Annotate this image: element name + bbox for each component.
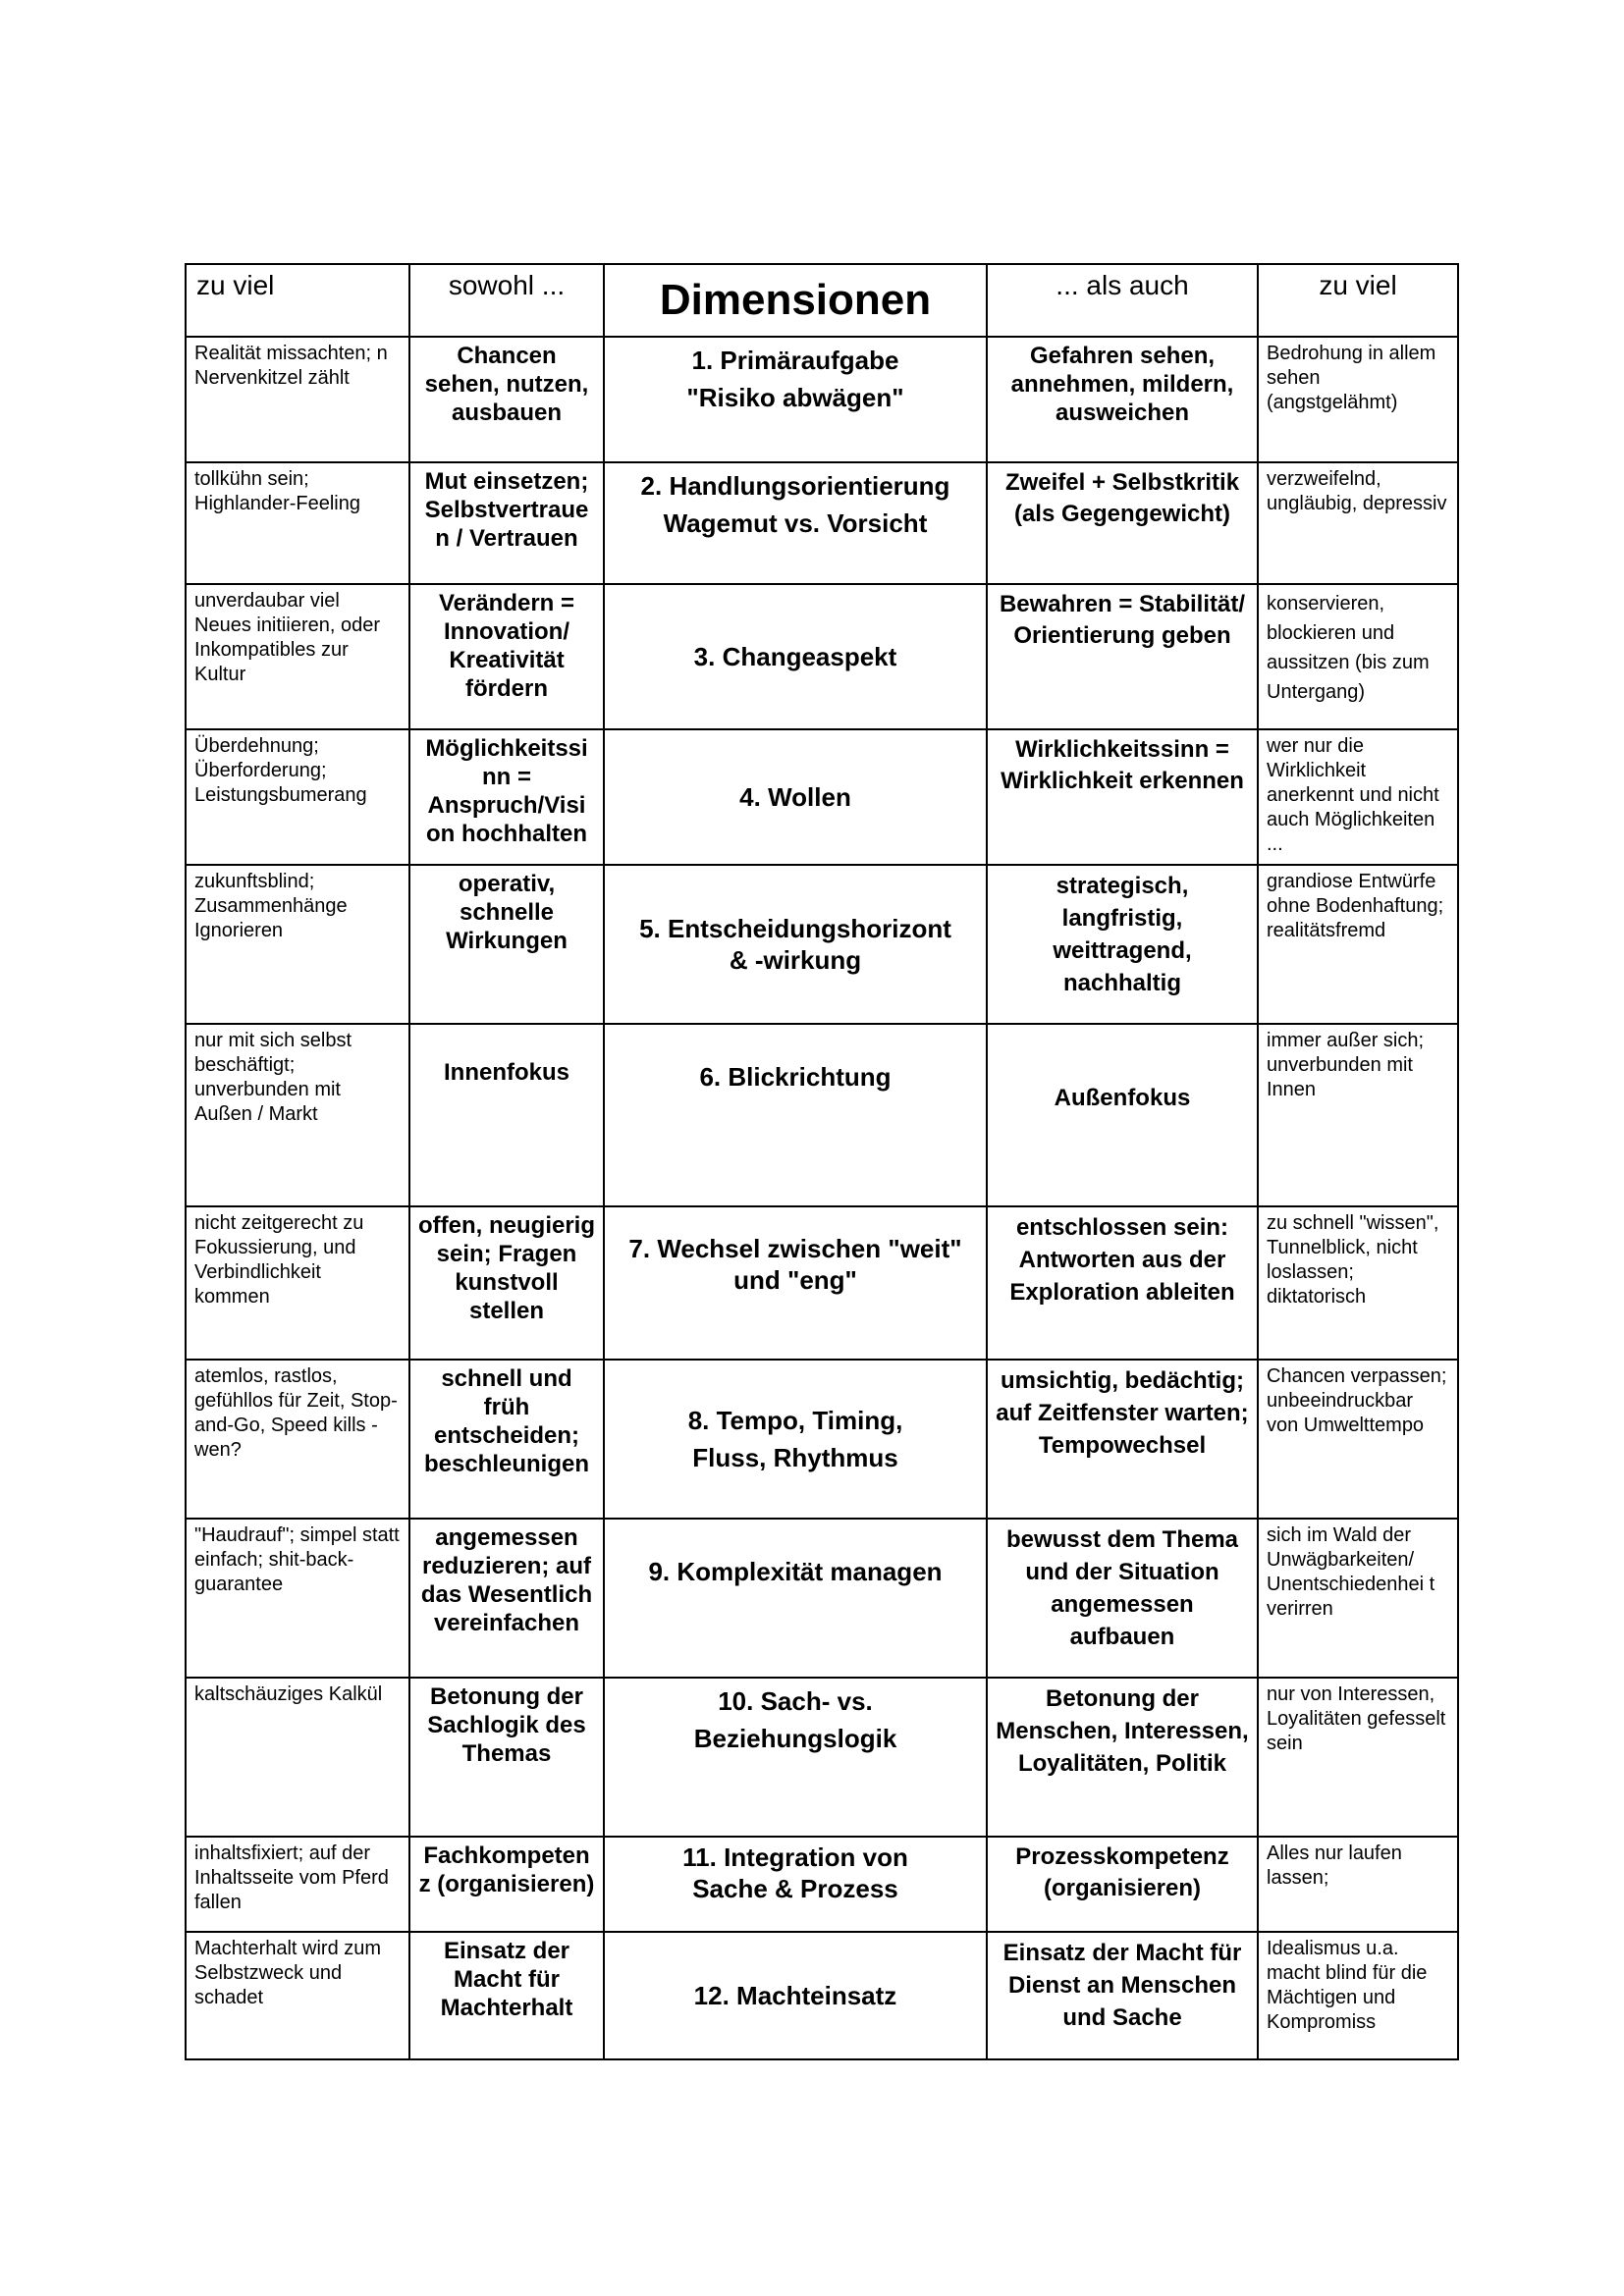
- table-row: [186, 462, 1458, 584]
- right-excess-cell: zu schnell "wissen", Tunnelblick, nicht loslassen; diktatorisch: [1258, 1206, 1458, 1360]
- header-sowohl: sowohl ...: [409, 264, 604, 337]
- table-row: [186, 1360, 1458, 1519]
- table-row: [186, 865, 1458, 1024]
- als-auch-cell: Wirklichkeitssinn = Wirklichkeit erkennen: [987, 729, 1258, 865]
- dimension-cell: 2. Handlungsorientierung Wagemut vs. Vorsicht: [604, 462, 987, 584]
- als-auch-cell: umsichtig, bedächtig; auf Zeitfenster warten; Tempowechsel: [987, 1360, 1258, 1519]
- als-auch-cell: bewusst dem Thema und der Situation angemessen aufbauen: [987, 1519, 1258, 1678]
- als-auch-cell: Gefahren sehen, annehmen, mildern, ausweichen: [987, 337, 1258, 462]
- dimension-cell: 8. Tempo, Timing, Fluss, Rhythmus: [604, 1360, 987, 1519]
- dimension-cell: 11. Integration von Sache & Prozess: [604, 1837, 987, 1932]
- header-left-excess: zu viel: [186, 264, 409, 337]
- table-row: [186, 729, 1458, 865]
- header-als-auch: ... als auch: [987, 264, 1258, 337]
- sowohl-cell: Mut einsetzen; Selbstvertraue n / Vertrauen: [409, 462, 604, 584]
- table-row: [186, 1519, 1458, 1678]
- als-auch-cell: Außenfokus: [987, 1024, 1258, 1206]
- als-auch-cell: Bewahren = Stabilität/ Orientierung geben: [987, 584, 1258, 729]
- sowohl-cell: Innenfokus: [409, 1024, 604, 1206]
- dimension-cell: 3. Changeaspekt: [604, 584, 987, 729]
- header-row: [186, 264, 1458, 337]
- sowohl-cell: Betonung der Sachlogik des Themas: [409, 1678, 604, 1837]
- dimensions-table: [185, 263, 1459, 2060]
- right-excess-cell: immer außer sich; unverbunden mit Innen: [1258, 1024, 1458, 1206]
- left-excess-cell: nur mit sich selbst beschäftigt; unverbunden mit Außen / Markt: [186, 1024, 409, 1206]
- dimension-cell: 12. Machteinsatz: [604, 1932, 987, 2059]
- header-dimensionen: Dimensionen: [604, 264, 987, 337]
- sowohl-cell: offen, neugierig sein; Fragen kunstvoll stellen: [409, 1206, 604, 1360]
- sowohl-cell: schnell und früh entscheiden; beschleunigen: [409, 1360, 604, 1519]
- als-auch-cell: entschlossen sein: Antworten aus der Exploration ableiten: [987, 1206, 1258, 1360]
- als-auch-cell: Prozesskompetenz (organisieren): [987, 1837, 1258, 1932]
- als-auch-cell: Betonung der Menschen, Interessen, Loyalitäten, Politik: [987, 1678, 1258, 1837]
- left-excess-cell: tollkühn sein; Highlander-Feeling: [186, 462, 409, 584]
- sowohl-cell: angemessen reduzieren; auf das Wesentlich vereinfachen: [409, 1519, 604, 1678]
- table-row: [186, 337, 1458, 462]
- right-excess-cell: Idealismus u.a. macht blind für die Mächtigen und Kompromiss: [1258, 1932, 1458, 2059]
- left-excess-cell: Überdehnung; Überforderung; Leistungsbumerang: [186, 729, 409, 865]
- right-excess-cell: Bedrohung in allem sehen (angstgelähmt): [1258, 337, 1458, 462]
- sowohl-cell: Fachkompeten z (organisieren): [409, 1837, 604, 1932]
- left-excess-cell: nicht zeitgerecht zu Fokussierung, und Verbindlichkeit kommen: [186, 1206, 409, 1360]
- table-row: [186, 1024, 1458, 1206]
- als-auch-cell: Einsatz der Macht für Dienst an Menschen und Sache: [987, 1932, 1258, 2059]
- left-excess-cell: atemlos, rastlos, gefühllos für Zeit, Stop-and-Go, Speed kills -wen?: [186, 1360, 409, 1519]
- header-right-excess: zu viel: [1258, 264, 1458, 337]
- als-auch-cell: strategisch, langfristig, weittragend, nachhaltig: [987, 865, 1258, 1024]
- dimension-cell: 5. Entscheidungshorizont & -wirkung: [604, 865, 987, 1024]
- left-excess-cell: Realität missachten; n Nervenkitzel zählt: [186, 337, 409, 462]
- left-excess-cell: "Haudrauf"; simpel statt einfach; shit-back-guarantee: [186, 1519, 409, 1678]
- right-excess-cell: Chancen verpassen; unbeeindruckbar von Umwelttempo: [1258, 1360, 1458, 1519]
- table-row: [186, 1678, 1458, 1837]
- sowohl-cell: Chancen sehen, nutzen, ausbauen: [409, 337, 604, 462]
- sowohl-cell: Verändern = Innovation/ Kreativität fördern: [409, 584, 604, 729]
- right-excess-cell: verzweifelnd, ungläubig, depressiv: [1258, 462, 1458, 584]
- left-excess-cell: kaltschäuziges Kalkül: [186, 1678, 409, 1837]
- table-row: [186, 1206, 1458, 1360]
- dimension-cell: 4. Wollen: [604, 729, 987, 865]
- dimension-cell: 1. Primäraufgabe "Risiko abwägen": [604, 337, 987, 462]
- right-excess-cell: Alles nur laufen lassen;: [1258, 1837, 1458, 1932]
- dimension-cell: 6. Blickrichtung: [604, 1024, 987, 1206]
- dimension-cell: 7. Wechsel zwischen "weit" und "eng": [604, 1206, 987, 1360]
- left-excess-cell: Machterhalt wird zum Selbstzweck und schadet: [186, 1932, 409, 2059]
- dimension-cell: 9. Komplexität managen: [604, 1519, 987, 1678]
- table-row: [186, 1932, 1458, 2059]
- right-excess-cell: grandiose Entwürfe ohne Bodenhaftung; realitätsfremd: [1258, 865, 1458, 1024]
- right-excess-cell: konservieren, blockieren und aussitzen (bis zum Untergang): [1258, 584, 1458, 729]
- als-auch-cell: Zweifel + Selbstkritik (als Gegengewicht): [987, 462, 1258, 584]
- sowohl-cell: Möglichkeitssi nn = Anspruch/Visi on hochhalten: [409, 729, 604, 865]
- left-excess-cell: unverdaubar viel Neues initiieren, oder Inkompatibles zur Kultur: [186, 584, 409, 729]
- table-row: [186, 1837, 1458, 1932]
- right-excess-cell: nur von Interessen, Loyalitäten gefesselt sein: [1258, 1678, 1458, 1837]
- sowohl-cell: Einsatz der Macht für Machterhalt: [409, 1932, 604, 2059]
- right-excess-cell: sich im Wald der Unwägbarkeiten/ Unentschiedenhei t verirren: [1258, 1519, 1458, 1678]
- sowohl-cell: operativ, schnelle Wirkungen: [409, 865, 604, 1024]
- left-excess-cell: zukunftsblind; Zusammenhänge Ignorieren: [186, 865, 409, 1024]
- right-excess-cell: wer nur die Wirklichkeit anerkennt und nicht auch Möglichkeiten ...: [1258, 729, 1458, 865]
- table-row: [186, 584, 1458, 729]
- left-excess-cell: inhaltsfixiert; auf der Inhaltsseite vom Pferd fallen: [186, 1837, 409, 1932]
- dimension-cell: 10. Sach- vs. Beziehungslogik: [604, 1678, 987, 1837]
